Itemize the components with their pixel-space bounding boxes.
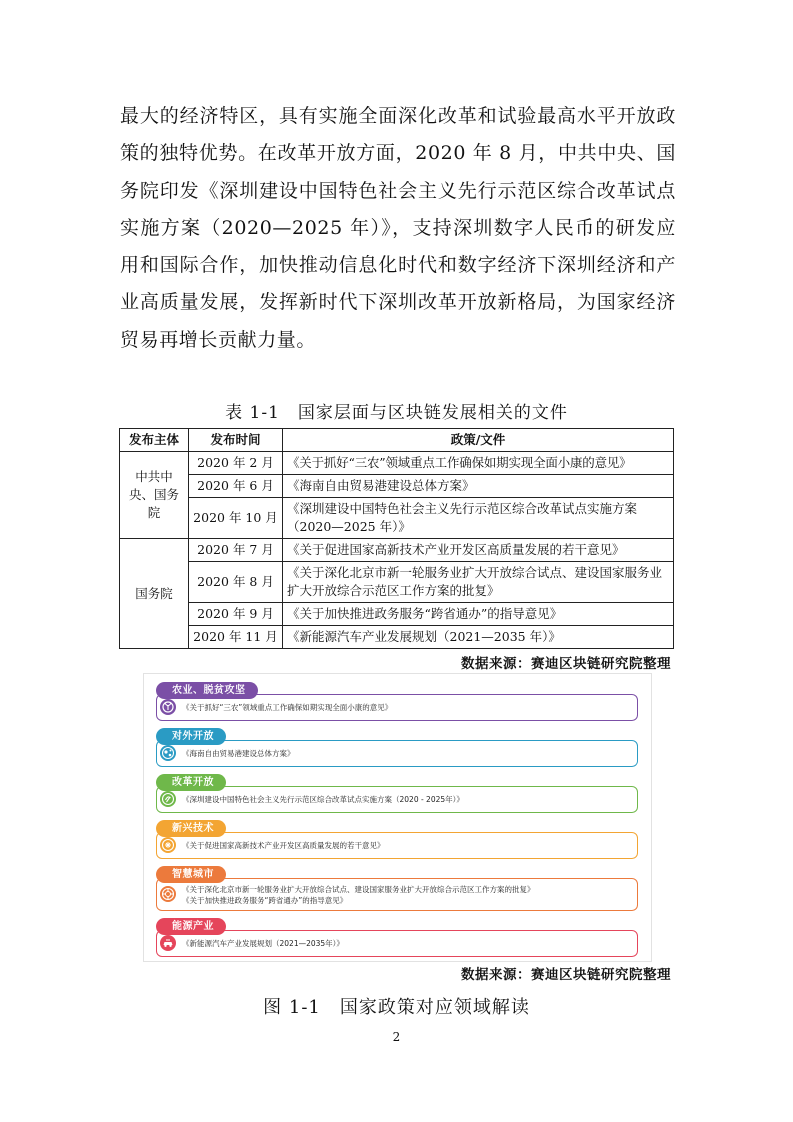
card-text: 《关于抓好“三农”领域重点工作确保如期实现全面小康的意见》 <box>182 703 393 712</box>
city-icon <box>160 886 176 902</box>
table-row <box>120 498 674 539</box>
header-date: 发布时间 <box>189 429 283 452</box>
category-tag: 改革开放 <box>156 774 226 791</box>
category-card-tech <box>156 832 638 859</box>
date-cell: 2020 年 2 月 <box>189 452 283 475</box>
category-tag: 能源产业 <box>156 918 226 935</box>
document-cell: 《海南自由贸易港建设总体方案》 <box>283 475 674 498</box>
date-cell: 2020 年 9 月 <box>189 603 283 626</box>
table-row <box>120 539 674 562</box>
table-header-row <box>120 429 674 452</box>
document-cell: 《关于抓好“三农”领域重点工作确保如期实现全面小康的意见》 <box>283 452 674 475</box>
document-cell: 《关于深化北京市新一轮服务业扩大开放综合试点、建设国家服务业扩大开放综合示范区工作方案的批复》 <box>283 562 674 603</box>
category-tag: 农业、脱贫攻坚 <box>156 682 258 699</box>
document-cell: 《关于加快推进政务服务“跨省通办”的指导意见》 <box>283 603 674 626</box>
reform-icon <box>160 791 176 807</box>
date-cell: 2020 年 8 月 <box>189 562 283 603</box>
category-card-reform <box>156 786 638 813</box>
card-text: 《关于促进国家高新技术产业开发区高质量发展的若干意见》 <box>182 841 385 850</box>
card-text: 《海南自由贸易港建设总体方案》 <box>182 749 295 758</box>
table-row <box>120 603 674 626</box>
category-card-smart-city <box>156 878 638 911</box>
document-cell: 《深圳建设中国特色社会主义先行示范区综合改革试点实施方案（2020—2025 年）》 <box>283 498 674 539</box>
body-paragraph: 最大的经济特区，具有实施全面深化改革和试验最高水平开放政策的独特优势。在改革开放方面，2020 年 8 月，中共中央、国务院印发《深圳建设中国特色社会主义先行示范区综合改革试点实施方案（2020—2025 年）》，支持深圳数字人民币的研发应用和国际合作，加快推动信息化时代和数字经济下深圳经济和产业高质量发展，发挥新时代下深圳改革开放新格局，为国家经济贸易再增长贡献力量。 <box>120 105 676 351</box>
issuer-cell: 中共中央、国务院 <box>120 452 189 539</box>
issuer-cell: 国务院 <box>120 539 189 649</box>
table-caption: 表 1-1 国家层面与区块链发展相关的文件 <box>225 403 568 423</box>
card-text: 《关于加快推进政务服务“跨省通办”的指导意见》 <box>182 896 348 905</box>
card-text: 《关于深化北京市新一轮服务业扩大开放综合试点、建设国家服务业扩大开放综合示范区工作方案的批复》 <box>182 885 535 894</box>
policy-domain-infographic <box>143 673 652 962</box>
date-cell: 2020 年 11 月 <box>189 626 283 649</box>
card-text: 《深圳建设中国特色社会主义先行示范区综合改革试点实施方案（2020 - 2025年）》 <box>182 795 464 804</box>
category-tag: 对外开放 <box>156 728 226 745</box>
category-tag: 新兴技术 <box>156 820 226 837</box>
table-row <box>120 475 674 498</box>
page-number: 2 <box>392 1030 401 1044</box>
globe-icon <box>160 745 176 761</box>
date-cell: 2020 年 10 月 <box>189 498 283 539</box>
header-document: 政策/文件 <box>283 429 674 452</box>
category-tag: 智慧城市 <box>156 866 226 883</box>
sprout-icon <box>160 699 176 715</box>
category-card-energy <box>156 930 638 957</box>
car-icon <box>160 935 176 951</box>
policy-table <box>119 428 674 649</box>
figure-source-note: 数据来源：赛迪区块链研究院整理 <box>461 967 671 983</box>
table-row <box>120 626 674 649</box>
header-issuer: 发布主体 <box>120 429 189 452</box>
figure-caption: 图 1-1 国家政策对应领域解读 <box>263 997 530 1018</box>
date-cell: 2020 年 7 月 <box>189 539 283 562</box>
document-cell: 《关于促进国家高新技术产业开发区高质量发展的若干意见》 <box>283 539 674 562</box>
table-row <box>120 452 674 475</box>
document-cell: 《新能源汽车产业发展规划（2021—2035 年）》 <box>283 626 674 649</box>
table-source-note: 数据来源：赛迪区块链研究院整理 <box>461 656 671 672</box>
table-row <box>120 562 674 603</box>
category-card-opening <box>156 740 638 767</box>
card-text: 《新能源汽车产业发展规划（2021—2035年）》 <box>182 939 344 948</box>
tech-icon <box>160 837 176 853</box>
date-cell: 2020 年 6 月 <box>189 475 283 498</box>
